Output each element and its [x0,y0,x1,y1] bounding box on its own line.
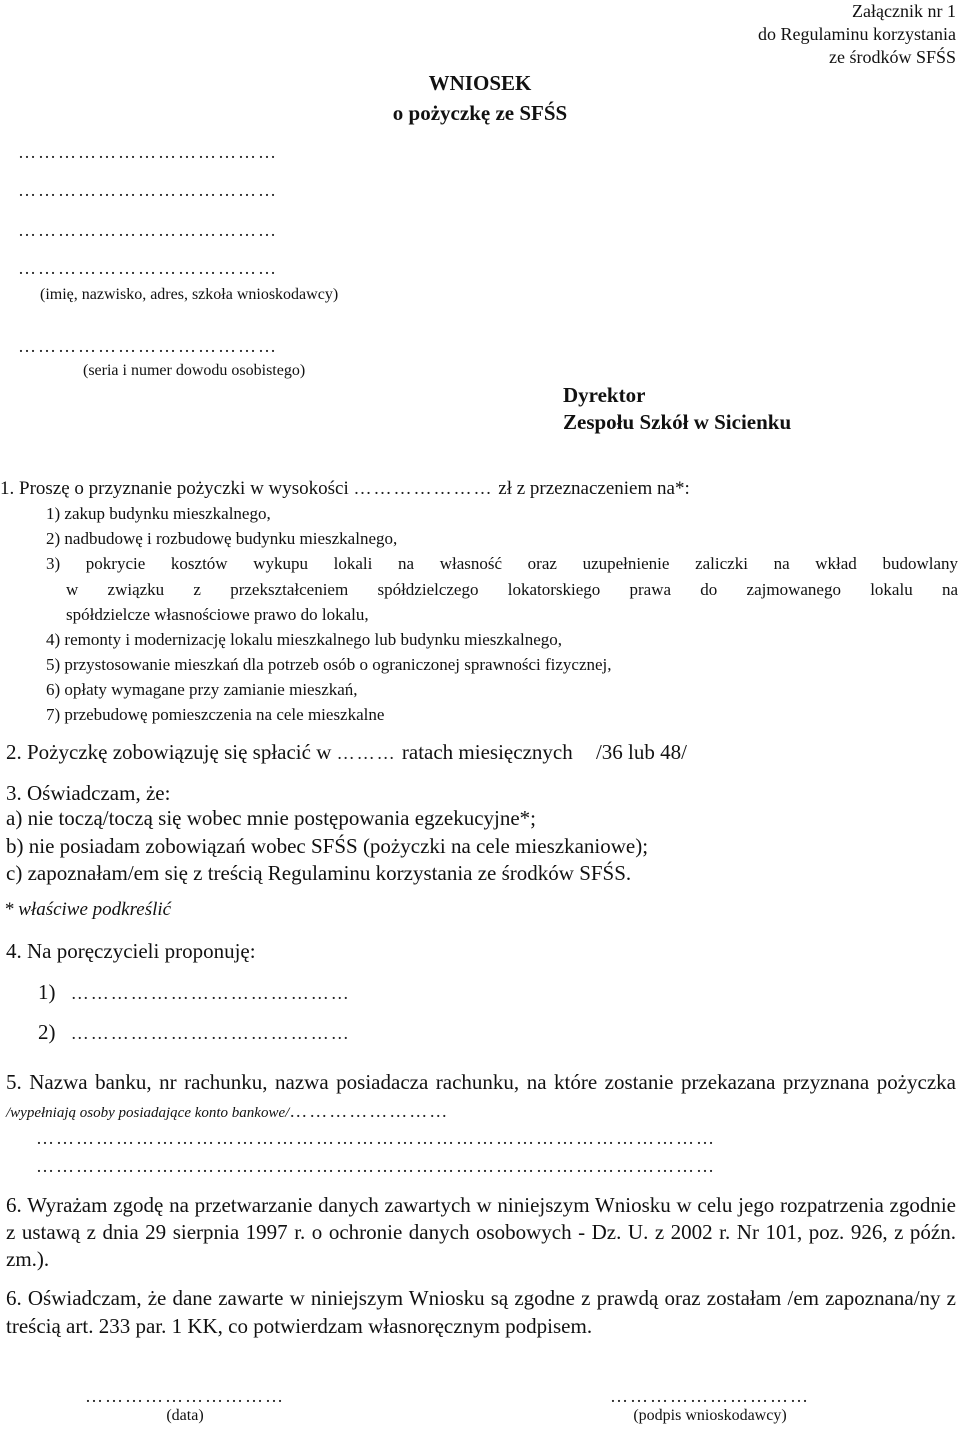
title-line-1: WNIOSEK [428,71,532,95]
section-1-heading [0,476,690,501]
purpose-item-4: 4) remonty i modernizację lokalu mieszkalnego lub budynku mieszkalnego, [46,630,562,649]
guarantor-2-field[interactable]: …………………………………… [70,1023,351,1043]
signature-caption: (podpis wnioskodawcy) [633,1407,787,1424]
date-caption: (data) [166,1407,204,1424]
purpose-item-5: 5) przystosowanie mieszkań dla potrzeb osób o ograniczonej sprawności fizycznej, [46,655,612,674]
section-2 [6,738,687,767]
addressee [563,382,791,436]
installments-options: /36 lub 48/ [595,740,687,764]
addressee-line-1: Dyrektor [563,383,646,407]
declaration-a: a) nie toczą/toczą się wobec mnie postępowania egzekucyjne*; [6,806,537,830]
applicant-field-line-4[interactable]: ………………………………… [18,258,278,278]
document-title [380,68,580,128]
guarantor-2-label: 2) [38,1020,56,1044]
installments-count-field[interactable]: ……… [336,743,397,763]
annex-line-1: Załącznik nr 1 [852,1,956,21]
purpose-item-3-line-2: w związku z przekształceniem spółdzielczego lokatorskiego prawa do zajmowanego lokalu na [66,580,958,599]
section-1-tail: zł z przeznaczeniem na*: [498,478,690,499]
bank-details-field-line-2[interactable]: ………………………………………………………………………………………… [36,1156,716,1176]
purpose-item-6: 6) opłaty wymagane przy zamianie mieszkań, [46,680,358,699]
purpose-item-1: 1) zakup budynku mieszkalnego, [46,504,271,523]
section-3-heading: 3. Oświadczam, że: [6,781,171,805]
section-2-tail: ratach miesięcznych [401,740,573,764]
declaration-c: c) zapoznałam/em się z treścią Regulaminu korzystania ze środków SFŚS. [6,861,632,885]
loan-amount-field[interactable]: ………………… [353,478,494,498]
id-document-caption: (seria i numer dowodu osobistego) [83,362,306,379]
declaration-b: b) nie posiadam zobowiązań wobec SFŚS (pożyczki na cele mieszkaniowe); [6,834,649,858]
id-document-field[interactable]: ………………………………… [18,336,278,356]
addressee-line-2: Zespołu Szkół w Sicienku [563,410,792,434]
truthfulness-statement: 6. Oświadczam, że dane zawarte w niniejszym Wniosku są zgodne z prawdą oraz zostałam /em zapoznana/ny z treścią art. 233 par. 1 KK, co potwierdzam własnoręcznym podpisem. [6,1286,956,1338]
annex-line-2: do Regulaminu korzystania [758,24,956,44]
data-processing-consent: 6. Wyrażam zgodę na przetwarzanie danych zawartych w niniejszym Wniosku w celu jego rozpatrzenia zgodnie z ustawą z dnia 29 sierpnia 1997 r. o ochronie danych osobowych - Dz. U. z 2002 r. Nr 101, poz. 926, z późn. zm.). [6,1193,956,1271]
section-5 [6,1068,956,1127]
section-5-text: 5. Nazwa banku, nr rachunku, nazwa posiadacza rachunku, na które zostanie przekazana przyznana pożyczka [6,1070,956,1094]
bank-details-field-inline[interactable]: …………………… [289,1101,450,1121]
annex-line-3: ze środków SFŚS [828,47,956,67]
annex-header [758,0,956,69]
section-4-heading: 4. Na poręczycieli proponuję: [6,939,256,963]
purpose-item-3-line-1: 3) pokrycie kosztów wykupu lokali na własność oraz uzupełnienie zaliczki na wkład budowlany [46,554,958,573]
purpose-item-2: 2) nadbudowę i rozbudowę budynku mieszkalnego, [46,529,398,548]
applicant-field-line-1[interactable]: ………………………………… [18,142,278,162]
signature-field[interactable]: ………………………… [610,1386,810,1406]
section-5-hint: /wypełniają osoby posiadające konto bankowe/ [6,1105,290,1121]
guarantor-2 [38,1018,351,1047]
title-line-2: o pożyczkę ze SFŚS [392,101,568,125]
applicant-field-line-3[interactable]: ………………………………… [18,220,278,240]
applicant-signature-block [560,1386,860,1425]
applicant-field-line-2[interactable]: ………………………………… [18,180,278,200]
applicant-caption: (imię, nazwisko, adres, szkoła wnioskodawcy) [40,286,339,303]
bank-details-field-line-1[interactable]: ………………………………………………………………………………………… [36,1128,716,1148]
guarantor-1-field[interactable]: …………………………………… [70,983,351,1003]
guarantor-1 [38,978,351,1007]
guarantor-1-label: 1) [38,980,56,1004]
purpose-item-7: 7) przebudowę pomieszczenia na cele mieszkalne [46,705,385,724]
section-2-lead: 2. Pożyczkę zobowiązuję się spłacić w [6,740,332,764]
date-signature-block [60,1386,310,1425]
underline-note: * właściwe podkreślić [4,899,172,920]
section-1-lead: 1. Proszę o przyznanie pożyczki w wysokości [0,478,349,499]
date-field[interactable]: ………………………… [85,1386,285,1406]
purpose-item-3-line-3: spółdzielcze własnościowe prawo do lokalu, [66,605,369,624]
